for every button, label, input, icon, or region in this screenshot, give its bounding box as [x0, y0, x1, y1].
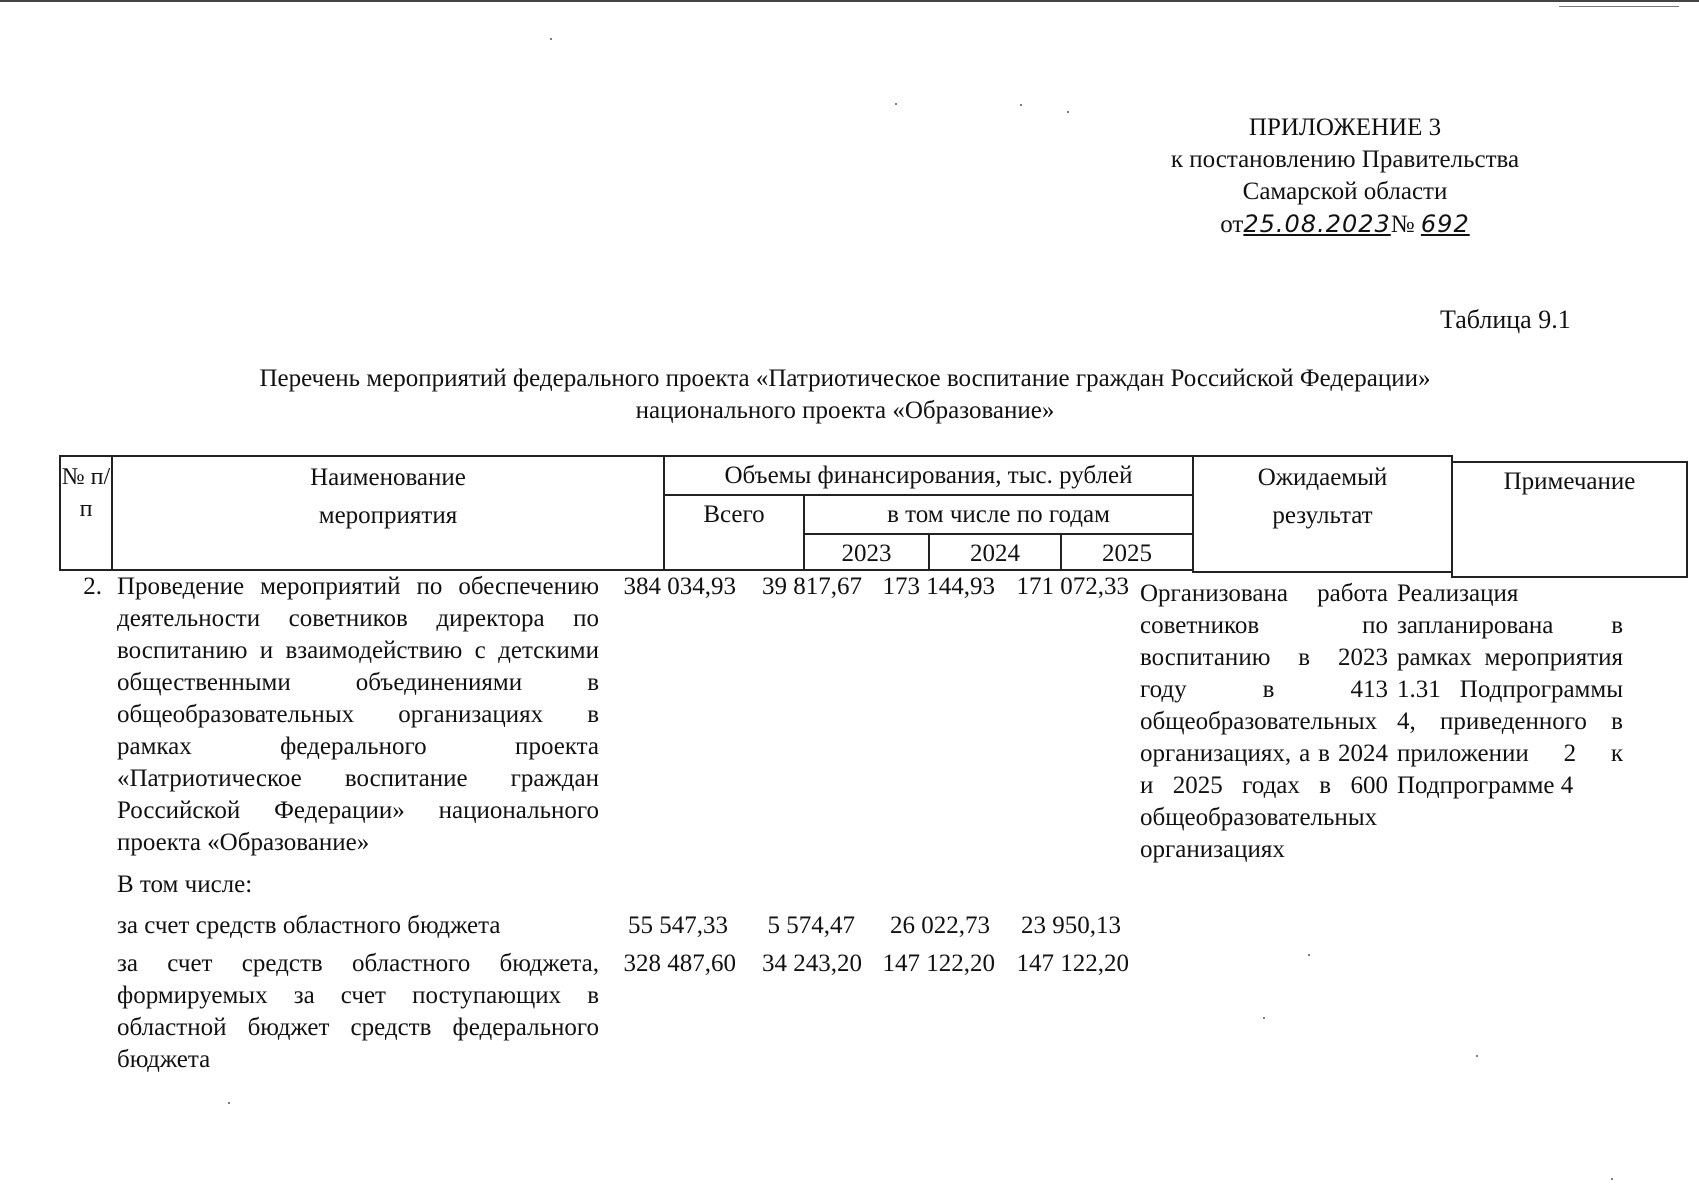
- header-result-line1: Ожидаемый: [1257, 464, 1388, 491]
- row-note: Реализация запланирована в рамках мероприятия 1.31 Подпрограммы 4, приведенного в приложении 2 к Подпрограмме 4: [1397, 580, 1623, 799]
- row-name: В том числе:: [117, 871, 253, 898]
- handwritten-number: 692: [1420, 210, 1470, 238]
- approval-line-resolution: к постановлению Правительства: [1170, 146, 1520, 173]
- scan-speck: [1067, 111, 1069, 113]
- scan-speck: [1308, 954, 1310, 956]
- header-year-2023: 2023: [803, 533, 930, 571]
- document-title: [110, 363, 1580, 427]
- approval-date-line: [1110, 208, 1580, 241]
- handwritten-date: 25.08.2023: [1243, 210, 1391, 238]
- scan-speck: [1263, 1017, 1265, 1019]
- row-2023: 39 817,67: [762, 573, 862, 600]
- approval-line-region: Самарской области: [1242, 178, 1448, 205]
- row-2024: 147 122,20: [882, 950, 995, 977]
- header-result-line2: результат: [1272, 502, 1373, 529]
- header-by-years: в том числе по годам: [803, 494, 1194, 535]
- scan-top-border: [0, 0, 1699, 2]
- header-result: [1192, 455, 1453, 573]
- row-2024: 26 022,73: [890, 912, 990, 939]
- header-name-line2: мероприятия: [318, 502, 458, 529]
- scan-speck: [1611, 1178, 1613, 1180]
- appendix-title: ПРИЛОЖЕНИЕ 3: [1248, 114, 1442, 141]
- header-funding: Объемы финансирования, тыс. рублей: [663, 455, 1194, 496]
- row-2025: 171 072,33: [1016, 573, 1129, 600]
- row-total: 328 487,60: [623, 950, 736, 977]
- title-line-1: Перечень мероприятий федерального проекта «Патриотическое воспитание граждан Российской Федерации»: [259, 365, 1431, 392]
- header-note: Примечание: [1451, 461, 1688, 578]
- header-name: [111, 455, 665, 571]
- row-result: Организована работа советников по воспитанию в 2023 году в 413 общеобразовательных организациях, а в 2024 и 2025 годах в 600 общеобразовательных организациях: [1140, 580, 1388, 863]
- scan-top-border-mark: [1559, 6, 1679, 7]
- header-total: Всего: [663, 494, 805, 571]
- number-prefix: №: [1390, 211, 1415, 238]
- row-name: Проведение мероприятий по обеспечению деятельности советников директора по воспитанию и взаимодействию с детскими общественными объединениями в общеобразовательных организациях в рамках федерального проекта «Патриотическое воспитание граждан Российской Федерации» национального проекта «Образование»: [117, 573, 599, 856]
- row-total: 55 547,33: [628, 912, 728, 939]
- row-2025: 147 122,20: [1016, 950, 1129, 977]
- table-header: [59, 455, 1636, 578]
- scan-speck: [1476, 1055, 1478, 1057]
- scan-speck: [895, 103, 897, 105]
- title-line-2: национального проекта «Образование»: [635, 397, 1055, 424]
- table-number: Таблица 9.1: [1440, 305, 1571, 334]
- row-name: за счет средств областного бюджета, формируемых за счет поступающих в областной бюджет средств федерального бюджета: [117, 950, 599, 1073]
- header-year-2025: 2025: [1060, 533, 1194, 571]
- row-2024: 173 144,93: [882, 573, 995, 600]
- row-2023: 5 574,47: [767, 912, 855, 939]
- scan-speck: [1020, 104, 1022, 106]
- row-2025: 23 950,13: [1021, 912, 1121, 939]
- header-name-line1: Наименование: [310, 464, 466, 491]
- header-num: № п/п: [59, 455, 113, 571]
- scan-speck: [550, 38, 552, 40]
- scan-speck: [228, 1102, 230, 1104]
- row-name: за счет средств областного бюджета: [117, 912, 501, 939]
- from-prefix: от: [1220, 211, 1244, 238]
- row-2023: 34 243,20: [762, 950, 862, 977]
- approval-block: [1110, 112, 1580, 241]
- header-year-2024: 2024: [928, 533, 1062, 571]
- row-num: 2.: [83, 573, 102, 600]
- row-total: 384 034,93: [623, 573, 736, 600]
